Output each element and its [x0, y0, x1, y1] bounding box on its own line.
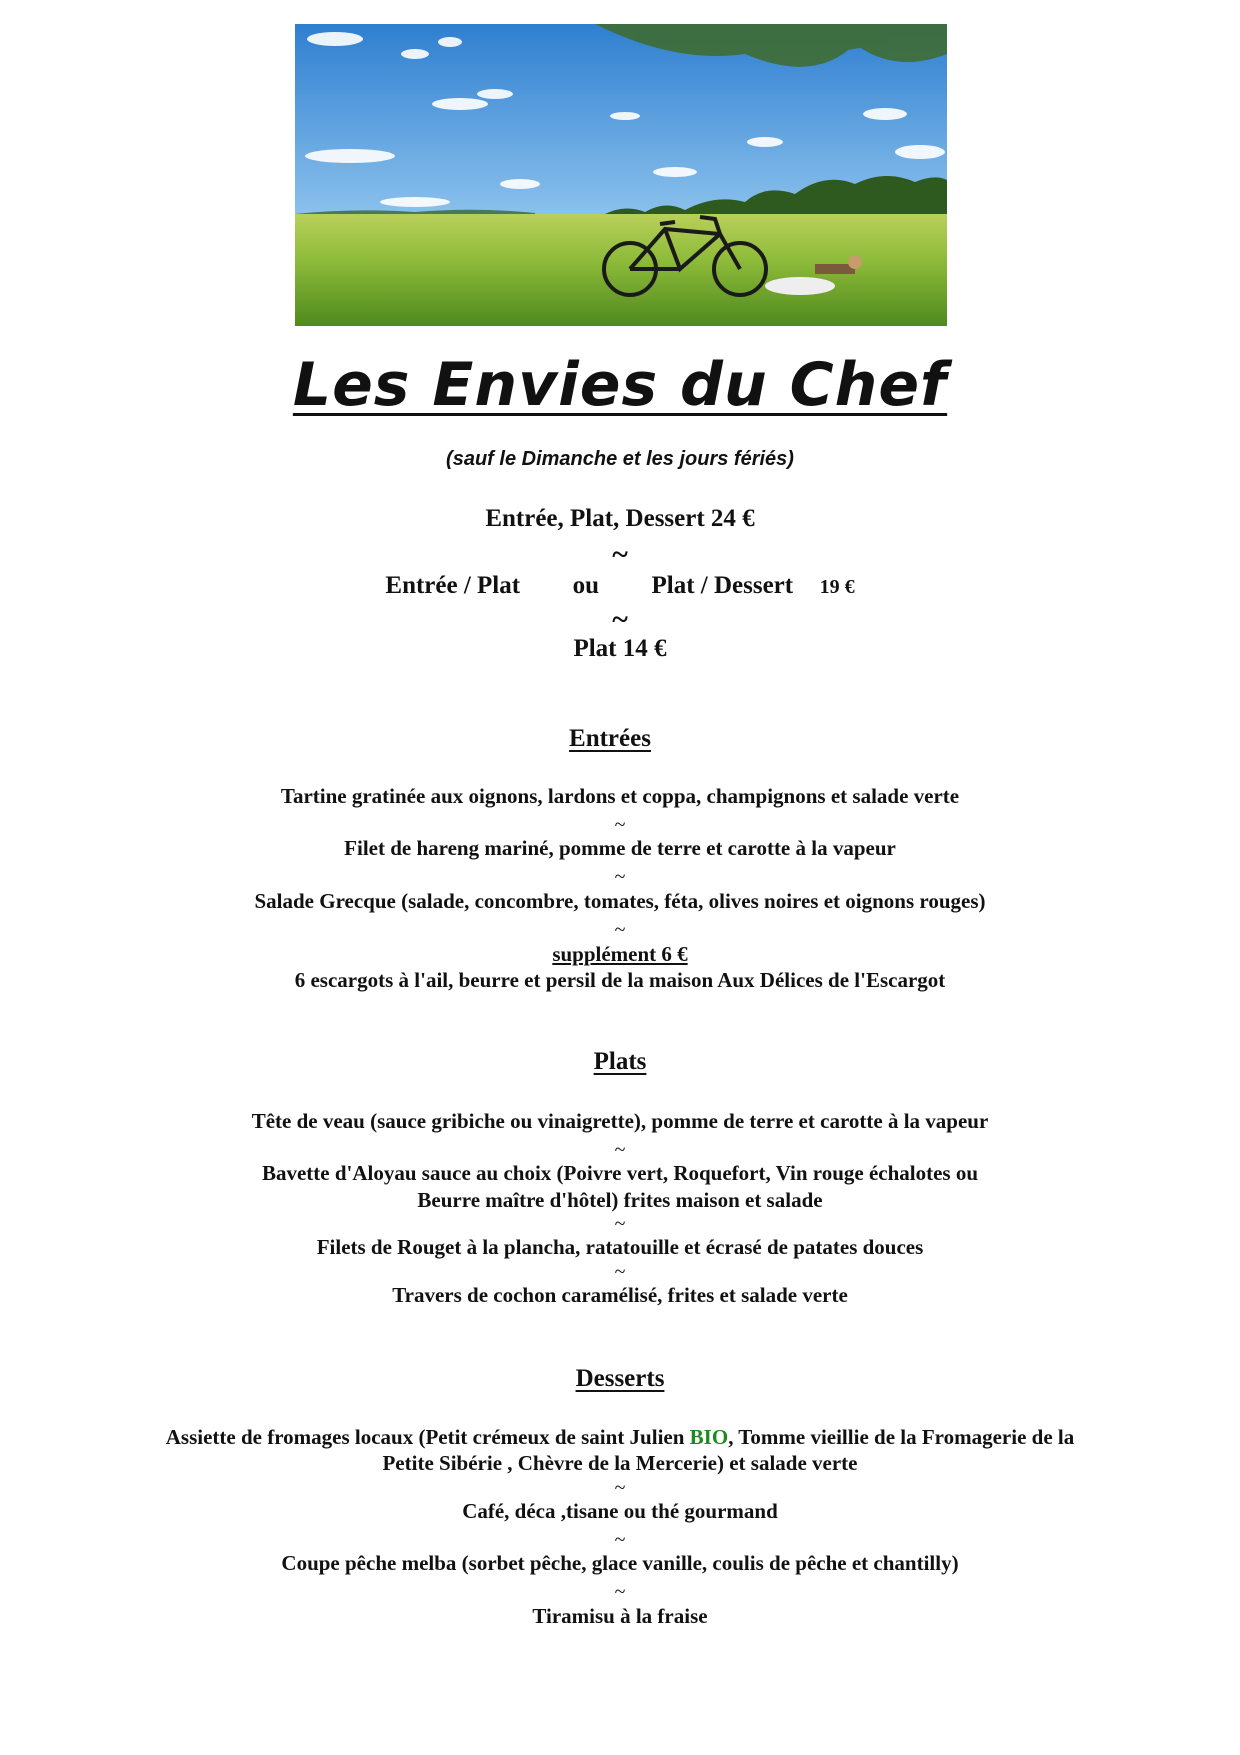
entree-item: Tartine gratinée aux oignons, lardons et coppa, champignons et salade verte — [280, 784, 960, 808]
dessert-item: Café, déca ,tisane ou thé gourmand — [462, 1499, 778, 1523]
plat-item-continued: Beurre maître d'hôtel) frites maison et salade — [417, 1188, 823, 1212]
separator: ~ — [614, 1581, 626, 1603]
entree-item: Filet de hareng mariné, pomme de terre et carotte à la vapeur — [344, 836, 896, 860]
menu-subtitle: (sauf le Dimanche et les jours fériés) — [446, 448, 794, 470]
formula-or: ou — [572, 572, 599, 599]
formula-full: Entrée, Plat, Dessert 24 € — [485, 505, 755, 532]
separator: ~ — [614, 1213, 626, 1235]
separator: ~ — [614, 1529, 626, 1551]
entree-item: Salade Grecque (salade, concombre, tomates, féta, olives noires et oignons rouges) — [254, 889, 986, 913]
formula-two-courses — [0, 572, 1240, 600]
plat-item: Travers de cochon caramélisé, frites et salade verte — [392, 1283, 848, 1307]
dessert-item: Tiramisu à la fraise — [532, 1604, 708, 1628]
separator: ~ — [614, 866, 626, 888]
dessert-cheese-item — [0, 1424, 1240, 1451]
section-title-entrees: Entrées — [569, 725, 651, 752]
formula-plat-dessert: Plat / Dessert — [651, 572, 794, 599]
plat-item: Tête de veau (sauce gribiche ou vinaigrette), pomme de terre et carotte à la vapeur — [251, 1109, 989, 1133]
supplement-label: supplément 6 € — [552, 942, 688, 966]
section-title-plats: Plats — [593, 1048, 647, 1075]
section-title-desserts: Desserts — [575, 1365, 665, 1392]
separator: ~ — [614, 1477, 626, 1499]
separator: ~ — [612, 538, 628, 571]
bio-label: BIO — [689, 1425, 729, 1449]
separator: ~ — [614, 814, 626, 836]
dessert-cheese-text: Assiette de fromages locaux (Petit crémeux de saint Julien — [165, 1425, 690, 1449]
dessert-cheese-item-continued: Petite Sibérie , Chèvre de la Mercerie) et salade verte — [382, 1451, 858, 1475]
dessert-cheese-text-end: , Tomme vieillie de la Fromagerie de la — [728, 1425, 1075, 1449]
formula-plat-only: Plat 14 € — [573, 635, 667, 662]
plat-item: Bavette d'Aloyau sauce au choix (Poivre vert, Roquefort, Vin rouge échalotes ou — [261, 1161, 979, 1185]
formula-entree-plat: Entrée / Plat — [385, 572, 521, 599]
separator: ~ — [612, 603, 628, 636]
separator: ~ — [614, 1261, 626, 1283]
separator: ~ — [614, 919, 626, 941]
plat-item: Filets de Rouget à la plancha, ratatouille et écrasé de patates douces — [316, 1235, 924, 1259]
formula-two-courses-price: 19 € — [819, 576, 855, 598]
dessert-item: Coupe pêche melba (sorbet pêche, glace vanille, coulis de pêche et chantilly) — [281, 1551, 959, 1575]
separator: ~ — [614, 1139, 626, 1161]
bicycle-meadow-image — [295, 24, 947, 326]
menu-title: Les Envies du Chef — [292, 350, 948, 420]
entree-supplement-item: 6 escargots à l'ail, beurre et persil de la maison Aux Délices de l'Escargot — [294, 968, 946, 992]
header-photo — [295, 24, 947, 326]
